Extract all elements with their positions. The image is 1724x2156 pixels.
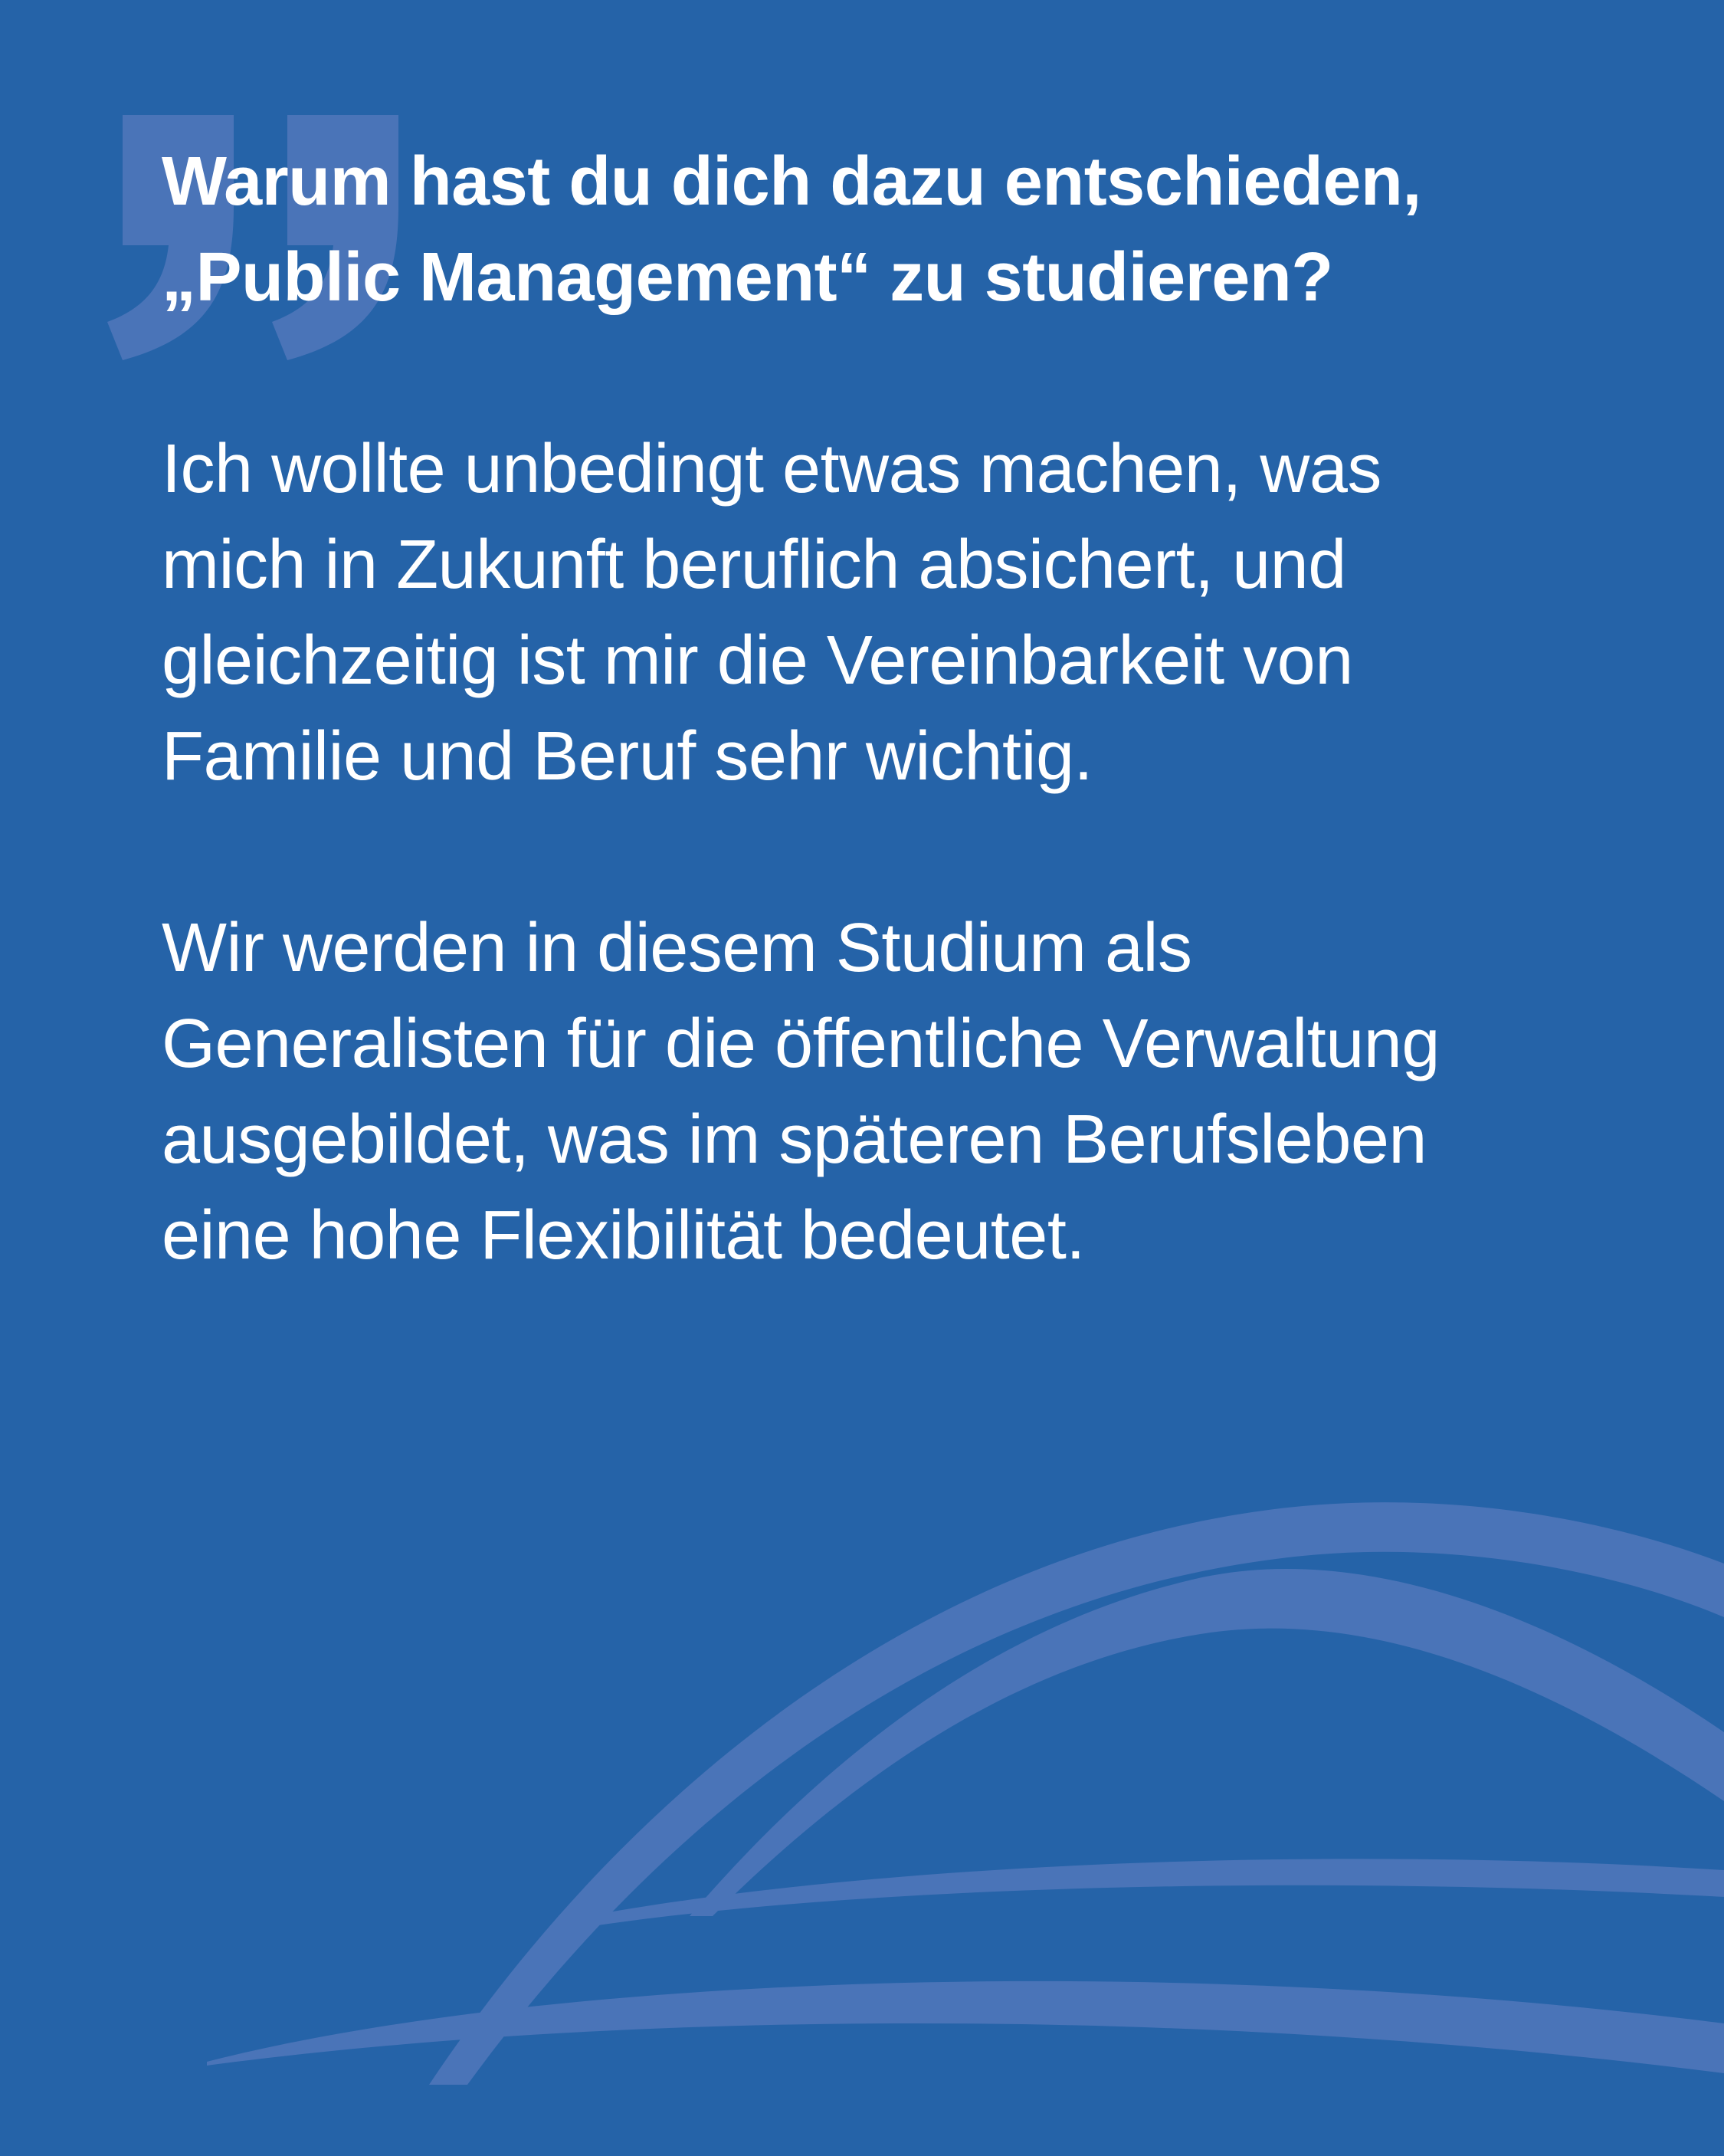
answer-line: Wir werden in diesem Studium als	[162, 910, 1192, 986]
question-line: Warum hast du dich dazu entschieden,	[162, 143, 1421, 220]
answer-line: mich in Zukunft beruflich absichert, und	[162, 527, 1346, 603]
answer-paragraph-2	[162, 901, 1663, 1284]
answer-line: ausgebildet, was im späteren Berufsleben	[162, 1101, 1427, 1178]
answer-line: eine hohe Flexibilität bedeutet.	[162, 1197, 1085, 1274]
answer-paragraph-1	[162, 422, 1663, 805]
question-line: „Public Management“ zu studieren?	[162, 239, 1333, 316]
interview-question	[162, 134, 1663, 326]
answer-line: Familie und Beruf sehr wichtig.	[162, 718, 1093, 795]
answer-line: Generalisten für die öffentliche Verwaltung	[162, 1006, 1440, 1082]
answer-line: gleichzeitig ist mir die Vereinbarkeit von	[162, 622, 1353, 699]
answer-line: Ich wollte unbedingt etwas machen, was	[162, 431, 1381, 507]
interview-content	[162, 134, 1663, 1284]
